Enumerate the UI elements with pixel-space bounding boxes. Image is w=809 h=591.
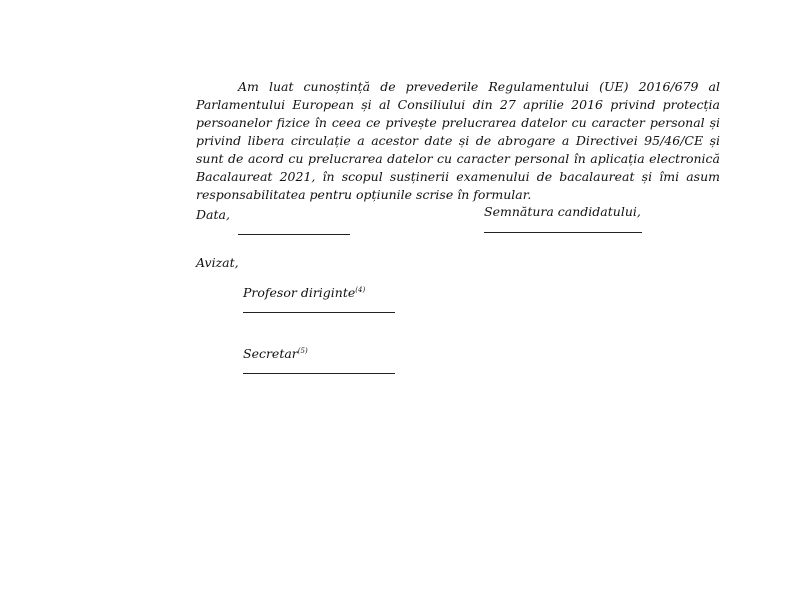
declaration-line-6: Bacalaureat 2021, în scopul susținerii examenului de bacalaureat și îmi asum	[196, 169, 720, 184]
declaration-line-3: persoanelor fizice în ceea ce privește prelucrarea datelor cu caracter personal și	[196, 115, 720, 130]
declaration-line-7: responsabilitatea pentru opțiunile scrise în formular.	[196, 187, 532, 202]
candidate-signature-line[interactable]	[484, 232, 642, 233]
teacher-footnote-marker: (4)	[355, 286, 366, 294]
declaration-line-2: Parlamentului European și al Consiliului din 27 aprilie 2016 privind protecția	[196, 97, 720, 112]
teacher-label	[243, 285, 365, 300]
date-line[interactable]	[238, 234, 350, 235]
candidate-signature-label: Semnătura candidatului,	[484, 204, 641, 219]
date-label: Data,	[196, 207, 230, 222]
gdpr-declaration-paragraph	[196, 78, 720, 204]
declaration-line-4: privind libera circulație a acestor date și de abrogare a Directivei 95/46/CE și	[196, 133, 720, 148]
secretary-signature-line[interactable]	[243, 373, 395, 374]
teacher-label-text: Profesor diriginte	[243, 285, 356, 300]
teacher-signature-line[interactable]	[243, 312, 395, 313]
secretary-label	[243, 346, 308, 361]
secretary-footnote-marker: (5)	[297, 347, 308, 355]
declaration-line-1: Am luat cunoștință de prevederile Regulamentului (UE) 2016/679 al	[238, 79, 720, 94]
secretary-label-text: Secretar	[243, 346, 298, 361]
declaration-line-5: sunt de acord cu prelucrarea datelor cu caracter personal în aplicația electronică	[196, 151, 720, 166]
approved-label: Avizat,	[196, 255, 239, 270]
